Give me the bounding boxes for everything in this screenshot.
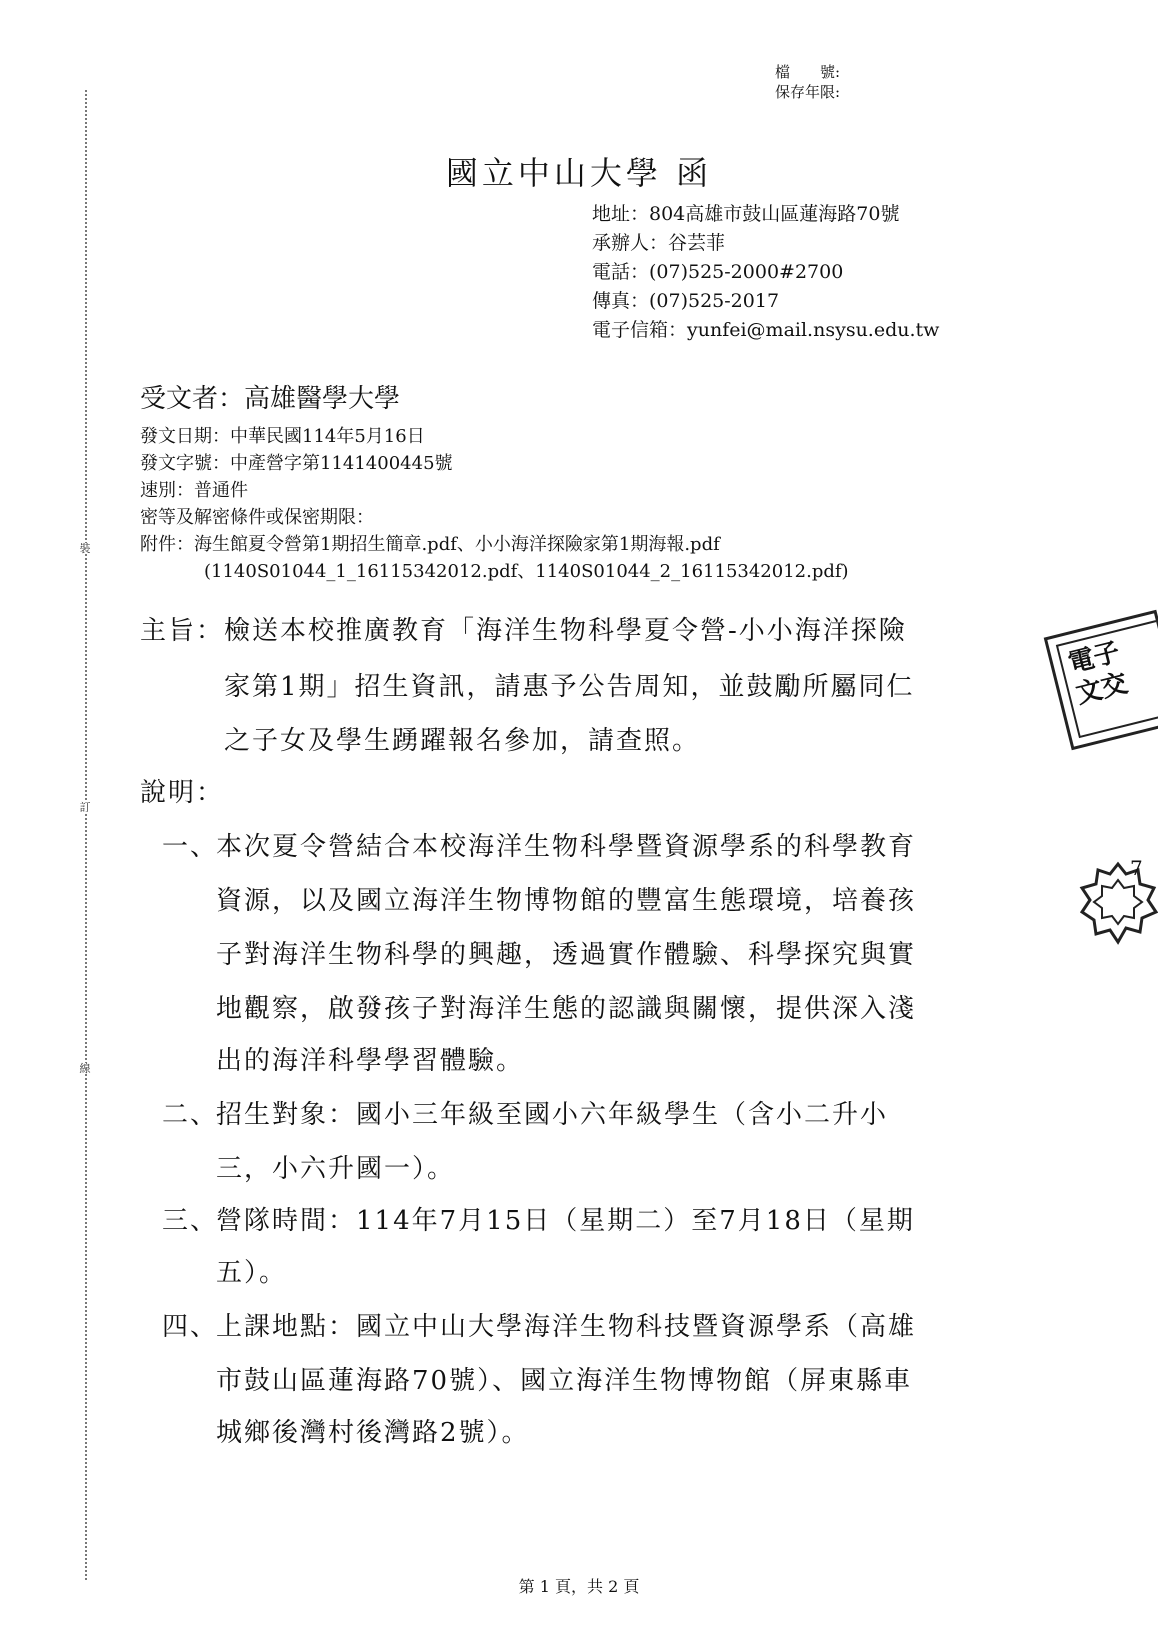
seal-fragment: [1078, 856, 1158, 950]
item-line: 市鼓山區蓮海路70號）、國立海洋生物博物館（屏東縣車: [216, 1366, 913, 1396]
contact-phone: 電話：(07)525-2000#2700: [592, 261, 844, 283]
item-line: 子對海洋生物科學的興趣，透過實作體驗、科學探究與實: [216, 940, 917, 970]
delivery-speed: 速別：普通件: [140, 480, 248, 501]
item-number: 一、: [162, 832, 219, 862]
page-footer: 第 1 頁，共 2 頁: [518, 1577, 640, 1596]
binding-mark-xian: 線: [76, 1063, 94, 1074]
binding-mark-zhuang: 裝: [76, 543, 94, 554]
stamp-text: [1056, 618, 1158, 738]
attachment-files: (1140S01044_1_16115342012.pdf、1140S01044_2_16115342012.pdf): [204, 561, 849, 582]
item-line: 城鄉後灣村後灣路2號）。: [216, 1418, 530, 1448]
document-number: 發文字號：中產營字第1141400445號: [140, 453, 453, 474]
seal-page-number: 7: [1130, 856, 1143, 880]
item-line: 三，小六升國一）。: [216, 1154, 456, 1184]
subject-line: 檢送本校推廣教育「海洋生物科學夏令營-小小海洋探險: [224, 616, 907, 646]
subject-line: 家第1期」招生資訊，請惠予公告周知，並鼓勵所屬同仁: [224, 672, 915, 702]
item-number: 四、: [162, 1312, 219, 1342]
stamp-line: 電子: [1065, 637, 1123, 680]
binding-mark-ding: 訂: [76, 802, 94, 813]
item-line: 地觀察，啟發孩子對海洋生態的認識與關懷，提供深入淺: [216, 994, 917, 1024]
item-line: 營隊時間：114年7月15日（星期二）至7月18日（星期: [216, 1206, 915, 1236]
file-number-label: 檔 號:: [774, 63, 840, 81]
item-line: 上課地點：國立中山大學海洋生物科技暨資源學系（高雄: [216, 1312, 917, 1342]
stamp-line: 文交: [1073, 668, 1131, 711]
binding-margin-line: [85, 90, 87, 1580]
recipient: 受文者：高雄醫學大學: [140, 384, 401, 414]
electronic-exchange-stamp: [1044, 610, 1158, 751]
subject-line: 之子女及學生踴躍報名參加，請查照。: [224, 726, 701, 756]
retention-period-label: 保存年限:: [774, 83, 840, 101]
seal-shape-icon: [1078, 860, 1158, 950]
contact-fax: 傳真：(07)525-2017: [592, 290, 780, 312]
secrecy-level: 密等及解密條件或保密期限：: [140, 507, 374, 528]
attachments: 附件：海生館夏令營第1期招生簡章.pdf、小小海洋探險家第1期海報.pdf: [140, 534, 720, 555]
item-line: 資源，以及國立海洋生物博物館的豐富生態環境，培養孩: [216, 886, 917, 916]
item-line: 本次夏令營結合本校海洋生物科學暨資源學系的科學教育: [216, 832, 917, 862]
item-number: 二、: [162, 1100, 219, 1130]
subject-label: 主旨：: [140, 616, 225, 646]
contact-address: 地址：804高雄市鼓山區蓮海路70號: [592, 203, 900, 225]
item-line: 五）。: [216, 1258, 288, 1288]
item-line: 招生對象：國小三年級至國小六年級學生（含小二升小: [216, 1100, 889, 1130]
explanation-label: 說明：: [140, 778, 225, 808]
item-line: 出的海洋科學學習體驗。: [216, 1046, 525, 1076]
item-number: 三、: [162, 1206, 219, 1236]
document-title: 國立中山大學 函: [445, 154, 713, 192]
contact-email: 電子信箱：yunfei@mail.nsysu.edu.tw: [592, 319, 940, 341]
contact-handler: 承辦人：谷芸菲: [592, 232, 726, 254]
issue-date: 發文日期：中華民國114年5月16日: [140, 426, 425, 447]
